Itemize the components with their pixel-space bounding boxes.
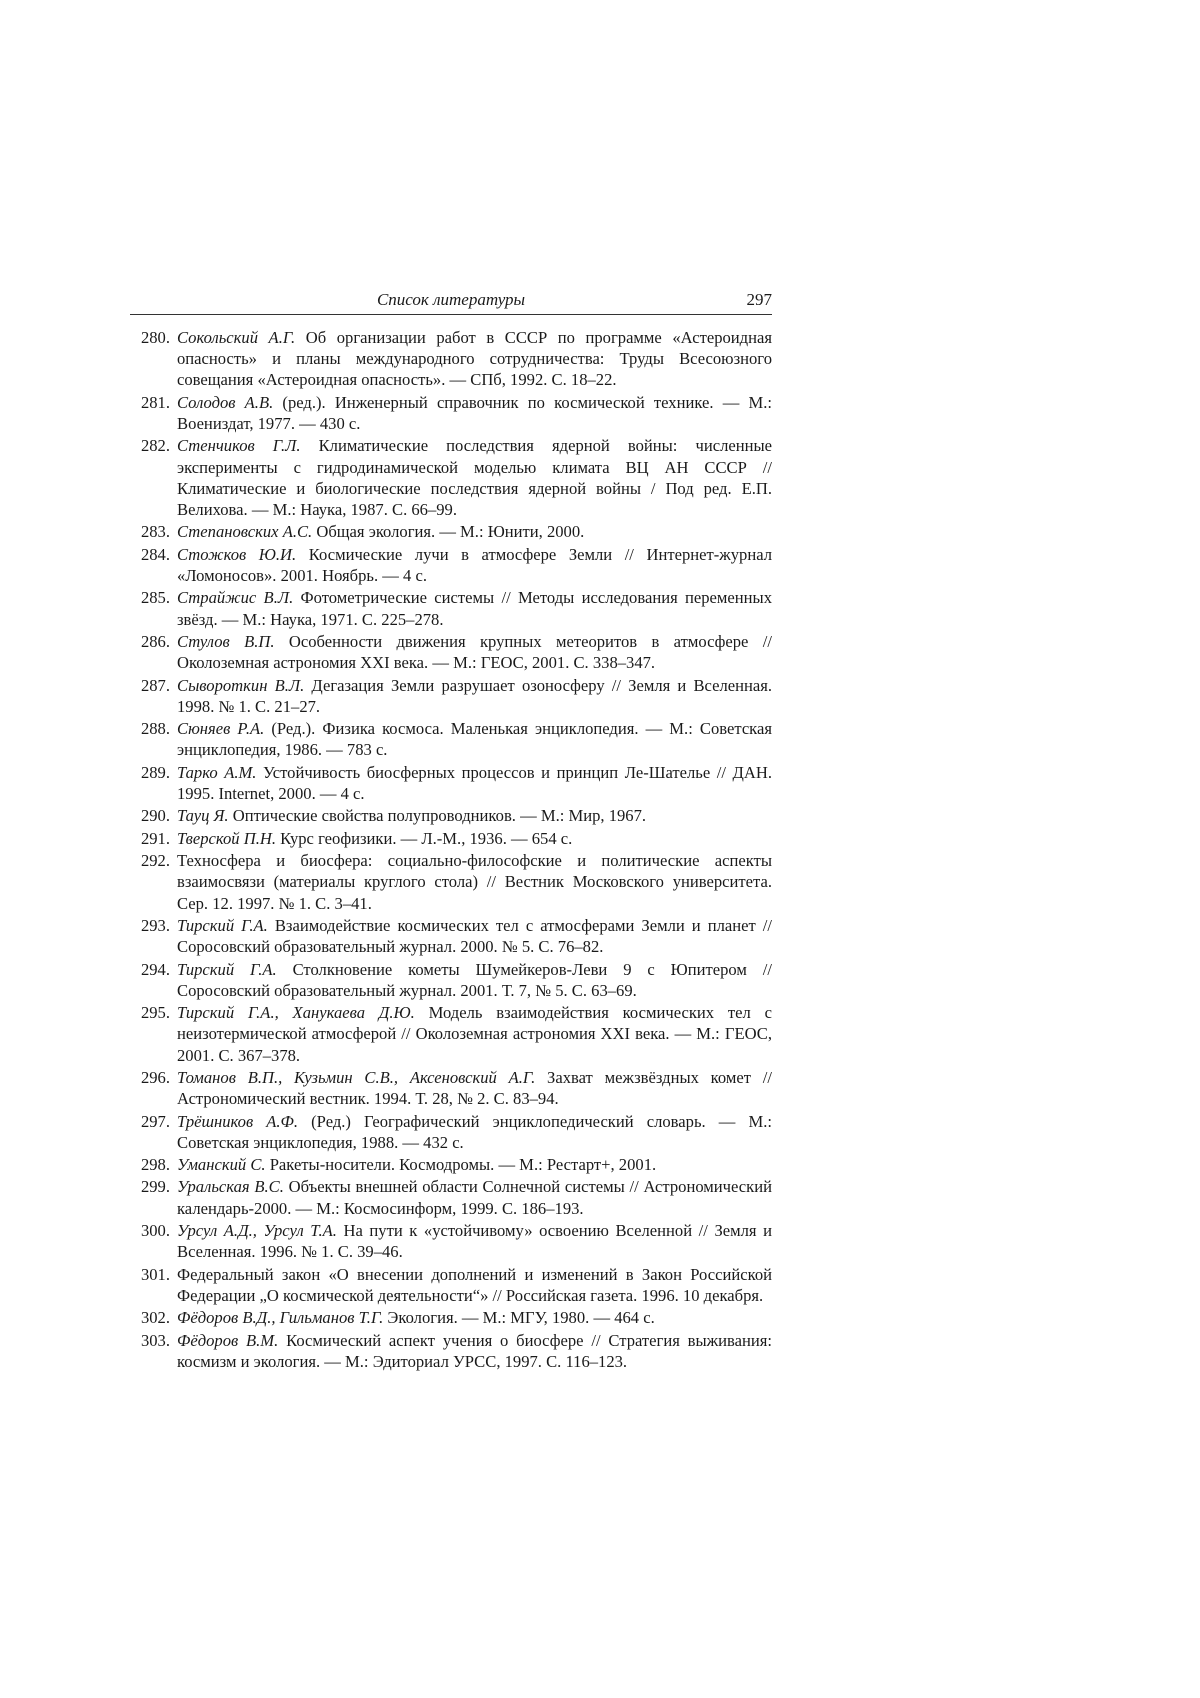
reference-author: Фёдоров В.М. [177, 1330, 279, 1350]
reference-item [130, 1220, 772, 1262]
reference-number: 286. [140, 631, 170, 651]
reference-number: 284. [140, 544, 170, 564]
reference-item [130, 1111, 772, 1153]
reference-author: Страйжис В.Л. [177, 588, 294, 608]
reference-number: 281. [140, 392, 170, 412]
reference-author: Тирский Г.А. [177, 959, 277, 979]
reference-item [130, 1154, 772, 1175]
reference-item [130, 521, 772, 542]
reference-item [130, 718, 772, 760]
reference-number: 293. [140, 915, 170, 935]
reference-text: Фотометрические системы // Методы исследования переменных звёзд. — М.: Наука, 1971. С. 225–278. [177, 588, 772, 629]
reference-item [130, 1307, 772, 1328]
reference-author: Степановских А.С. [177, 522, 313, 542]
reference-item [130, 1330, 772, 1372]
reference-number: 289. [140, 762, 170, 782]
reference-author: Тауц Я. [177, 806, 229, 826]
reference-text: Особенности движения крупных метеоритов в атмосфере // Околоземная астрономия XXI века. — М.: ГЕОС, 2001. С. 338–347. [177, 631, 773, 673]
reference-text: Модель взаимодействия космических тел с неизотермической атмосферой // Околоземная астрономия XXI века. — М.: ГЕОС, 2001. С. 367–378. [177, 1003, 772, 1065]
reference-text: Захват межзвёздных комет // Астрономический вестник. 1994. Т. 28, № 2. С. 83–94. [177, 1067, 772, 1109]
reference-author: Уральская В.С. [177, 1177, 284, 1197]
reference-text: Устойчивость биосферных процессов и принцип Ле-Шателье // ДАН. 1995. Internet, 2000. — 4 с. [177, 762, 772, 803]
book-page [130, 288, 772, 1373]
reference-number: 298. [140, 1155, 170, 1175]
reference-number: 299. [140, 1177, 170, 1197]
reference-number: 296. [140, 1067, 170, 1087]
reference-number: 288. [140, 719, 170, 739]
reference-number: 287. [140, 675, 170, 695]
reference-list [130, 327, 772, 1372]
reference-number: 301. [140, 1264, 170, 1284]
reference-number: 294. [140, 959, 170, 979]
reference-author: Сывороткин В.Л. [177, 675, 305, 695]
reference-author: Стенчиков Г.Л. [177, 436, 301, 456]
reference-text: Взаимодействие космических тел с атмосферами Земли и планет // Соросовский образовательный журнал. 2000. № 5. С. 76–82. [177, 915, 772, 957]
reference-item [130, 805, 772, 826]
reference-text: (Ред.) Географический энциклопедический словарь. — М.: Советская энциклопедия, 1988. — 432 с. [177, 1111, 772, 1152]
reference-item [130, 435, 772, 520]
reference-item [130, 631, 772, 673]
reference-text: Дегазация Земли разрушает озоносферу // Земля и Вселенная. 1998. № 1. С. 21–27. [177, 675, 772, 716]
reference-item [130, 392, 772, 434]
reference-author: Сокольский А.Г. [177, 328, 296, 347]
reference-text: Федеральный закон «О внесении дополнений и изменений в Закон Российской Федерации „О космической деятельности“» // Российская газета. 1996. 10 декабря. [177, 1264, 772, 1305]
reference-item [130, 828, 772, 849]
reference-author: Томанов В.П., Кузьмин С.В., Аксеновский А.Г. [177, 1067, 536, 1087]
reference-number: 290. [140, 806, 170, 826]
running-title: Список литературы [376, 290, 526, 309]
reference-author: Сюняев Р.А. [177, 719, 265, 739]
reference-item [130, 850, 772, 914]
reference-text: Космический аспект учения о биосфере // Стратегия выживания: космизм и экология. — М.: Эдиториал УРСС, 1997. С. 116–123. [177, 1330, 772, 1371]
reference-text: (ред.). Инженерный справочник по космической технике. — М.: Воениздат, 1977. — 430 с. [177, 392, 772, 433]
reference-text: Об организации работ в СССР по программе «Астероидная опасность» и планы международного сотрудничества: Труды Всесоюзного совещания «Астероидная опасность». — СПб, 1992. С. 18–22. [177, 328, 772, 390]
reference-item [130, 762, 772, 804]
reference-number: 280. [140, 328, 170, 347]
reference-text: Техносфера и биосфера: социально-философские и политические аспекты взаимосвязи (материалы круглого стола) // Вестник Московского университета. Сер. 12. 1997. № 1. С. 3–41. [177, 851, 772, 913]
reference-item [130, 1176, 772, 1218]
reference-author: Стожков Ю.И. [177, 544, 297, 564]
page-number: 297 [746, 290, 772, 309]
reference-text: Столкновение кометы Шумейкеров-Леви 9 с Юпитером // Соросовский образовательный журнал. 2001. Т. 7, № 5. С. 63–69. [177, 959, 772, 1000]
reference-author: Тверской П.Н. [177, 828, 276, 848]
reference-number: 295. [140, 1003, 170, 1023]
reference-number: 291. [140, 828, 170, 848]
reference-item [130, 544, 772, 586]
reference-item [130, 587, 772, 629]
reference-number: 297. [140, 1111, 170, 1131]
reference-number: 303. [140, 1330, 170, 1350]
reference-text: Климатические последствия ядерной войны: численные эксперименты с гидродинамической моделью климата ВЦ АН СССР // Климатические и биологические последствия ядерной войны / Под ред. Е.П. Велихова. — М.: Наука, 1987. С. 66–99. [177, 436, 772, 519]
reference-text: Курс геофизики. — Л.-М., 1936. — 654 с. [276, 828, 573, 848]
reference-item [130, 1264, 772, 1306]
reference-item [130, 327, 772, 391]
reference-author: Солодов А.В. [177, 392, 274, 412]
reference-text: Космические лучи в атмосфере Земли // Интернет-журнал «Ломоносов». 2001. Ноябрь. — 4 с. [177, 544, 772, 585]
reference-author: Урсул А.Д., Урсул Т.А. [177, 1221, 337, 1241]
reference-author: Тирский Г.А., Ханукаева Д.Ю. [177, 1003, 415, 1023]
reference-author: Трёшников А.Ф. [177, 1111, 299, 1131]
reference-number: 282. [140, 436, 170, 456]
reference-author: Уманский С. [177, 1155, 266, 1175]
running-header [130, 288, 772, 315]
reference-number: 292. [140, 851, 170, 871]
reference-number: 302. [140, 1308, 170, 1328]
reference-text: Ракеты-носители. Космодромы. — М.: Рестарт+, 2001. [265, 1155, 657, 1175]
reference-text: (Ред.). Физика космоса. Маленькая энциклопедия. — М.: Советская энциклопедия, 1986. — 783 с. [177, 719, 772, 760]
reference-author: Тирский Г.А. [177, 915, 268, 935]
reference-author: Тарко А.М. [177, 762, 257, 782]
reference-author: Стулов В.П. [177, 631, 275, 651]
reference-text: Оптические свойства полупроводников. — М.: Мир, 1967. [228, 806, 647, 826]
reference-text: Экология. — М.: МГУ, 1980. — 464 с. [383, 1308, 655, 1328]
reference-item [130, 915, 772, 957]
reference-item [130, 959, 772, 1001]
reference-author: Фёдоров В.Д., Гильманов Т.Г. [177, 1308, 384, 1328]
reference-number: 283. [140, 522, 170, 542]
reference-text: Общая экология. — М.: Юнити, 2000. [312, 522, 585, 542]
reference-item [130, 1067, 772, 1109]
reference-number: 300. [140, 1221, 170, 1241]
reference-text: Объекты внешней области Солнечной системы // Астрономический календарь-2000. — М.: Космосинформ, 1999. С. 186–193. [177, 1177, 772, 1218]
reference-text: На пути к «устойчивому» освоению Вселенной // Земля и Вселенная. 1996. № 1. С. 39–46. [177, 1221, 772, 1262]
reference-number: 285. [140, 588, 170, 608]
reference-item [130, 675, 772, 717]
reference-item [130, 1002, 772, 1066]
